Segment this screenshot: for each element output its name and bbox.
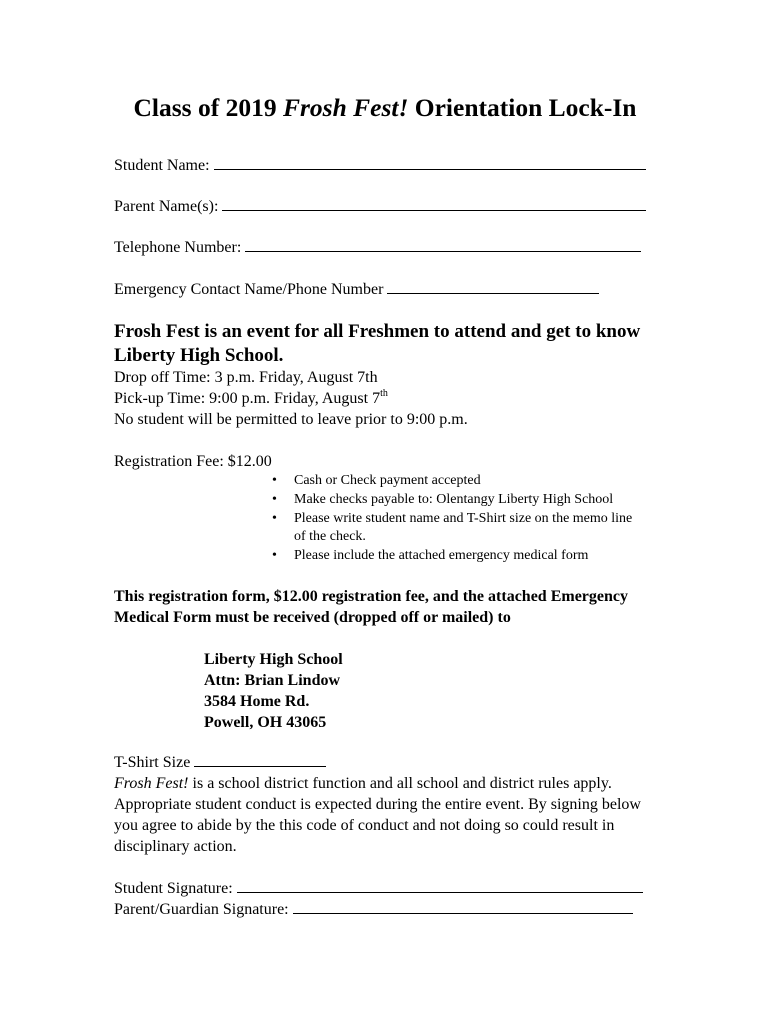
parent-name-label: Parent Name(s): (114, 198, 219, 215)
bullet-icon: • (272, 548, 277, 563)
student-signature-label: Student Signature: (114, 880, 233, 897)
event-description-heading: Frosh Fest is an event for all Freshmen to attend and get to know Liberty High School. (114, 321, 641, 366)
mailing-address (204, 649, 343, 733)
emergency-contact-row (114, 279, 599, 300)
parent-signature-field[interactable] (293, 899, 633, 914)
payment-instructions-list (270, 472, 670, 566)
parent-signature-row (114, 899, 633, 920)
conduct-event-name: Frosh Fest! (114, 775, 189, 792)
emergency-contact-field[interactable] (387, 279, 599, 294)
parent-signature-label: Parent/Guardian Signature: (114, 901, 289, 918)
pickup-time (114, 389, 388, 409)
conduct-statement (114, 773, 659, 857)
telephone-field[interactable] (245, 237, 641, 252)
page-title (0, 92, 770, 124)
parent-name-field[interactable] (222, 196, 646, 211)
student-name-row (114, 155, 646, 176)
list-item: • Please write student name and T-Shirt size on the memo line of the check. (272, 511, 633, 544)
conduct-text: is a school district function and all school and district rules apply. Appropriate student conduct is expected during the entire event. By signing below you agree to abide by the this code of conduct and not doing so could result in disciplinary action. (114, 775, 641, 855)
submission-instructions: This registration form, $12.00 registration fee, and the attached Emergency Medical Form must be received (dropped off or mailed) to (114, 588, 628, 626)
tshirt-size-row (114, 752, 326, 773)
title-event-name: Frosh Fest! (282, 93, 409, 122)
title-suffix: Orientation Lock-In (408, 93, 637, 122)
registration-fee: Registration Fee: $12.00 (114, 453, 272, 470)
telephone-row (114, 237, 641, 258)
pickup-time-ordinal: th (380, 388, 388, 399)
pickup-time-text: Pick-up Time: 9:00 p.m. Friday, August 7 (114, 390, 381, 407)
address-attn: Attn: Brian Lindow (204, 672, 341, 689)
parent-name-row (114, 196, 646, 217)
list-item: • Please include the attached emergency medical form (272, 548, 589, 563)
bullet-icon: • (272, 473, 277, 488)
student-signature-row (114, 878, 643, 899)
student-name-field[interactable] (214, 155, 646, 170)
bullet-icon: • (272, 511, 277, 526)
tshirt-size-field[interactable] (194, 752, 326, 767)
title-prefix: Class of 2019 (133, 93, 283, 122)
address-street: 3584 Home Rd. (204, 693, 310, 710)
address-school: Liberty High School (204, 651, 343, 668)
no-leave-notice: No student will be permitted to leave prior to 9:00 p.m. (114, 411, 468, 428)
emergency-contact-label: Emergency Contact Name/Phone Number (114, 281, 384, 298)
list-item: • Make checks payable to: Olentangy Liberty High School (272, 492, 614, 507)
telephone-label: Telephone Number: (114, 239, 242, 256)
list-item: • Cash or Check payment accepted (272, 473, 481, 488)
tshirt-size-label: T-Shirt Size (114, 754, 191, 771)
student-signature-field[interactable] (237, 878, 643, 893)
bullet-icon: • (272, 492, 277, 507)
dropoff-time: Drop off Time: 3 p.m. Friday, August 7th (114, 369, 378, 386)
address-city: Powell, OH 43065 (204, 714, 327, 731)
student-name-label: Student Name: (114, 157, 210, 174)
